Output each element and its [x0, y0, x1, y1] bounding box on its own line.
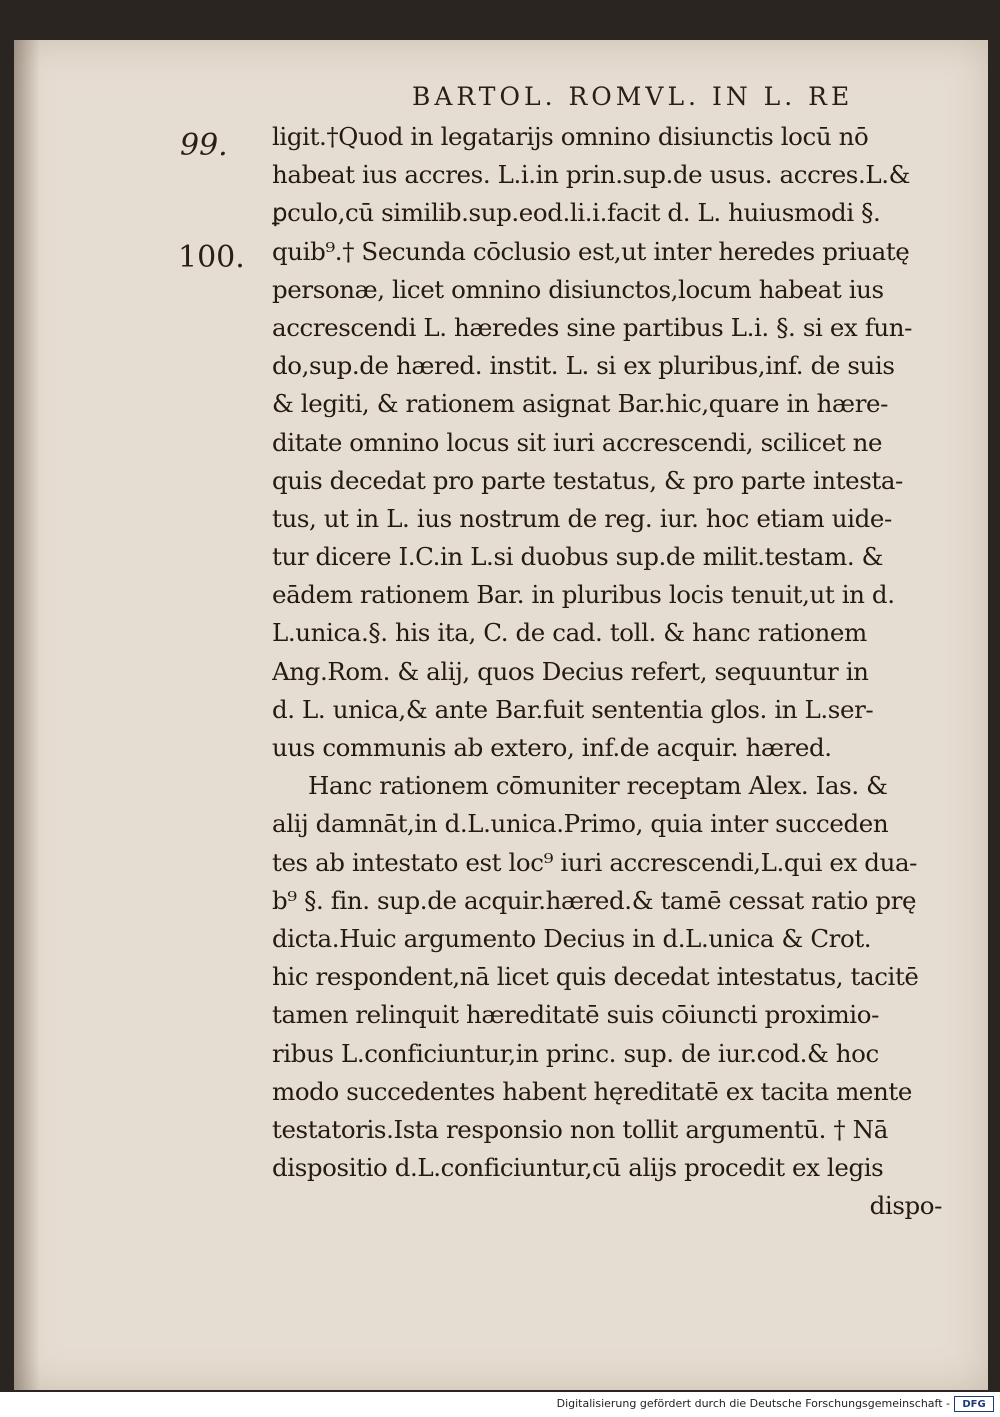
- text-line: uus communis ab extero, inf.de acquir. hæred.: [272, 733, 832, 762]
- margin-number: 99.: [180, 128, 228, 163]
- text-line-paragraph-start: Hanc rationem cōmuniter receptam Alex. Ias. &: [308, 771, 888, 801]
- text-line: modo succedentes habent hęreditatē ex tacita mente: [272, 1076, 912, 1106]
- text-line: ligit.†Quod in legatarijs omnino disiunctis locū nō: [272, 122, 869, 151]
- page-binding-shadow: [14, 40, 40, 1390]
- text-line: eādem rationem Bar. in pluribus locis tenuit,ut in d.: [272, 580, 895, 610]
- body-text: [272, 118, 972, 1225]
- text-line: ribus L.conficiuntur,in princ. sup. de iur.cod.& hoc: [272, 1038, 879, 1068]
- text-line: do,sup.de hæred. instit. L. si ex pluribus,inf. de suis: [272, 351, 895, 381]
- text-line: personæ, licet omnino disiunctos,locum habeat ius: [272, 274, 884, 304]
- text-line: tus, ut in L. ius nostrum de reg. iur. hoc etiam uide-: [272, 503, 892, 533]
- text-line: testatoris.Ista responsio non tollit argumentū. † Nā: [272, 1114, 888, 1144]
- digitization-credit: Digitalisierung gefördert durch die Deutsche Forschungsgemeinschaft -: [556, 1397, 950, 1410]
- text-line: Ang.Rom. & alij, quos Decius refert, sequuntur in: [272, 656, 869, 686]
- text-line: quis decedat pro parte testatus, & pro parte intesta-: [272, 465, 903, 495]
- footer-bar: [0, 1392, 1000, 1417]
- text-line: accrescendi L. hæredes sine partibus L.i. §. si ex fun-: [272, 312, 913, 342]
- text-line: tes ab intestato est loc⁹ iuri accrescendi,L.qui ex dua-: [272, 847, 918, 877]
- margin-number: 100.: [178, 240, 245, 275]
- text-line: b⁹ §. fin. sup.de acquir.hæred.& tamē cessat ratio prę: [272, 885, 917, 915]
- text-line: & legiti, & rationem asignat Bar.hic,quare in hære-: [272, 389, 888, 419]
- running-head: BARTOL. ROMVL. IN L. RE: [412, 82, 854, 111]
- dfg-logo: DFG: [954, 1396, 994, 1412]
- text-line: alij damnāt,in d.L.unica.Primo, quia inter succeden: [272, 809, 889, 839]
- text-line: tur dicere I.C.in L.si duobus sup.de milit.testam. &: [272, 542, 884, 572]
- text-line: L.unica.§. his ita, C. de cad. toll. & hanc rationem: [272, 618, 867, 648]
- text-line: tamen relinquit hæreditatē suis cōiuncti proximio-: [272, 1000, 879, 1030]
- text-line: ditate omnino locus sit iuri accrescendi, scilicet ne: [272, 427, 883, 457]
- text-line: dicta.Huic argumento Decius in d.L.unica & Crot.: [272, 923, 872, 953]
- text-line: habeat ius accres. L.i.in prin.sup.de usus. accres.L.&: [272, 160, 911, 190]
- text-line: quib⁹.† Secunda cōclusio est,ut inter heredes priuatę: [272, 236, 910, 266]
- text-line: ꝑculo,cū similib.sup.eod.li.i.facit d. L. huiusmodi §.: [272, 198, 881, 228]
- text-line: d. L. unica,& ante Bar.fuit sententia glos. in L.ser-: [272, 694, 874, 724]
- text-line: dispositio d.L.conficiuntur,cū alijs procedit ex legis: [272, 1153, 884, 1183]
- catchword: dispo-: [869, 1191, 942, 1221]
- text-line: hic respondent,nā licet quis decedat intestatus, tacitē: [272, 962, 919, 992]
